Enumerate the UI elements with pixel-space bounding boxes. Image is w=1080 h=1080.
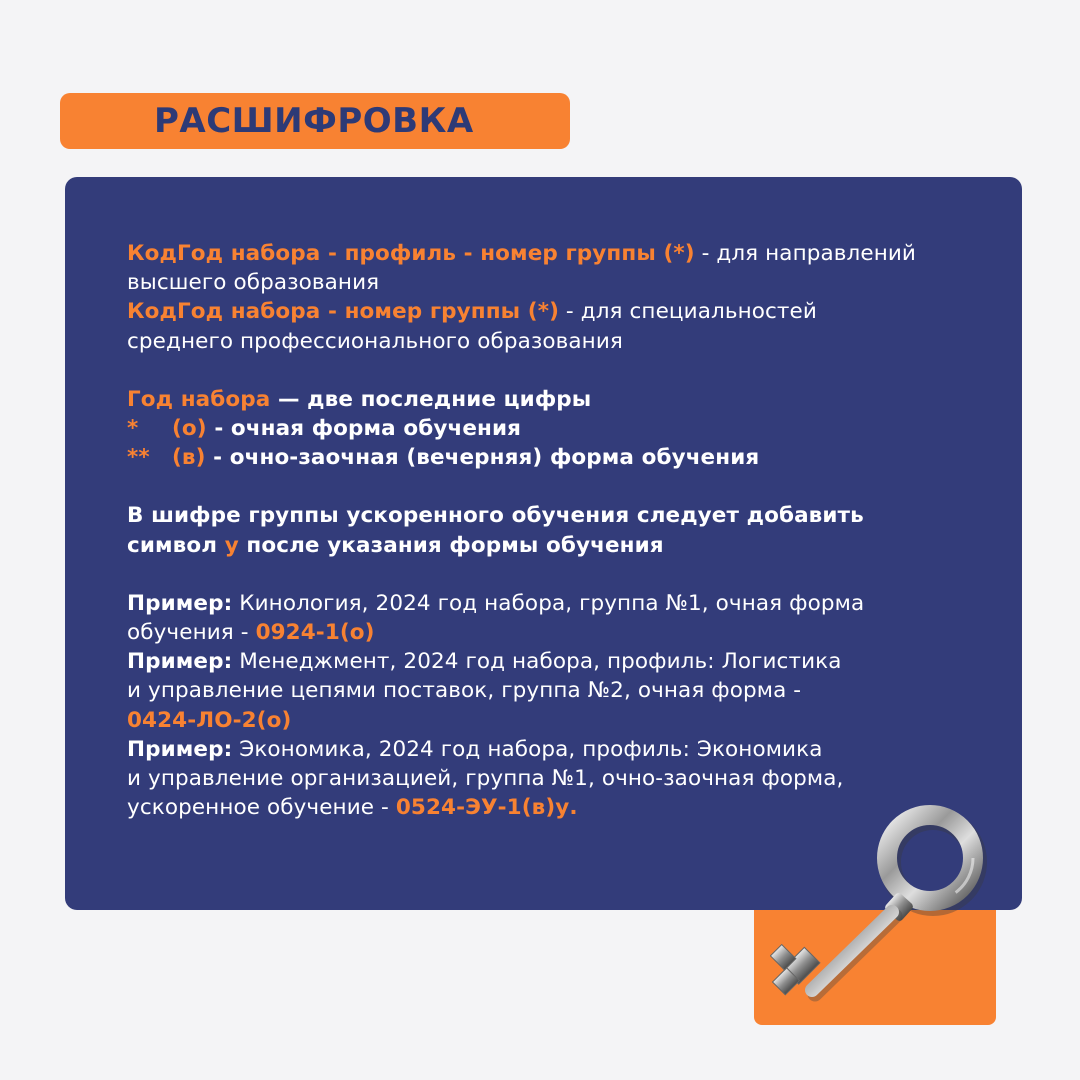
format-secondary-desc-line: среднего профессионального образования	[127, 328, 623, 354]
format-higher-desc-line: высшего образования	[127, 270, 380, 296]
example-2-code: 0424-ЛО-2(о)	[127, 707, 292, 733]
format-higher-code: КодГод набора - профиль - номер группы (*)	[127, 241, 695, 266]
example-2-label: Пример:	[127, 649, 233, 675]
format-higher-line	[127, 239, 997, 268]
format-secondary-line	[127, 297, 997, 326]
example-1-line-1	[127, 589, 997, 618]
example-2-line-2: и управление цепями поставок, группа №2, очная форма -	[127, 678, 802, 704]
example-3-text-3: ускоренное обучение -	[127, 795, 396, 821]
legend-year-label: Год набора	[127, 386, 271, 412]
accelerated-symbol: у	[224, 532, 239, 558]
format-secondary-code: КодГод набора - номер группы (*)	[127, 299, 559, 325]
legend-evening-marker: **	[127, 445, 150, 471]
example-1-text-2: обучения -	[127, 620, 256, 646]
example-3-code: 0524-ЭУ-1(в)у.	[395, 795, 578, 821]
example-1-label: Пример:	[127, 590, 233, 616]
legend-full-time-desc: - очная форма обучения	[206, 416, 522, 442]
legend-evening-desc: - очно-заочная (вечерняя) форма обучения	[205, 445, 760, 471]
key-icon	[770, 800, 1000, 1030]
format-secondary-desc: - для специальностей	[559, 299, 817, 325]
example-1-code: 0924-1(о)	[255, 620, 375, 646]
example-3-label: Пример:	[127, 736, 233, 762]
example-3-text: Экономика, 2024 год набора, профиль: Экономика	[232, 736, 823, 762]
card-content	[127, 239, 997, 822]
legend-year-desc: — две последние цифры	[270, 386, 592, 412]
example-1-line-2	[127, 618, 997, 647]
format-higher-desc: - для направлений	[694, 241, 916, 266]
example-2-line-1	[127, 647, 997, 676]
example-2-line-3	[127, 706, 997, 735]
accelerated-text-before: символ	[127, 532, 225, 558]
legend-year	[127, 385, 997, 414]
example-1-text: Кинология, 2024 год набора, группа №1, очная форма	[232, 590, 865, 616]
legend-evening-code: (в)	[172, 445, 206, 471]
legend-full-time	[127, 414, 997, 443]
page-title: РАСШИФРОВКА	[154, 101, 474, 141]
legend-full-time-code: (о)	[172, 416, 207, 442]
legend-full-time-marker: *	[127, 416, 139, 442]
accelerated-text-after: после указания формы обучения	[238, 532, 664, 558]
legend-evening	[127, 443, 997, 472]
example-3-line-2: и управление организацией, группа №1, очно-заочная форма,	[127, 766, 844, 792]
example-2-text: Менеджмент, 2024 год набора, профиль: Логистика	[232, 649, 842, 675]
accelerated-line-2	[127, 531, 997, 560]
title-banner	[60, 93, 570, 149]
accelerated-line-1: В шифре группы ускоренного обучения следует добавить	[127, 503, 864, 529]
example-3-line-1	[127, 735, 997, 764]
